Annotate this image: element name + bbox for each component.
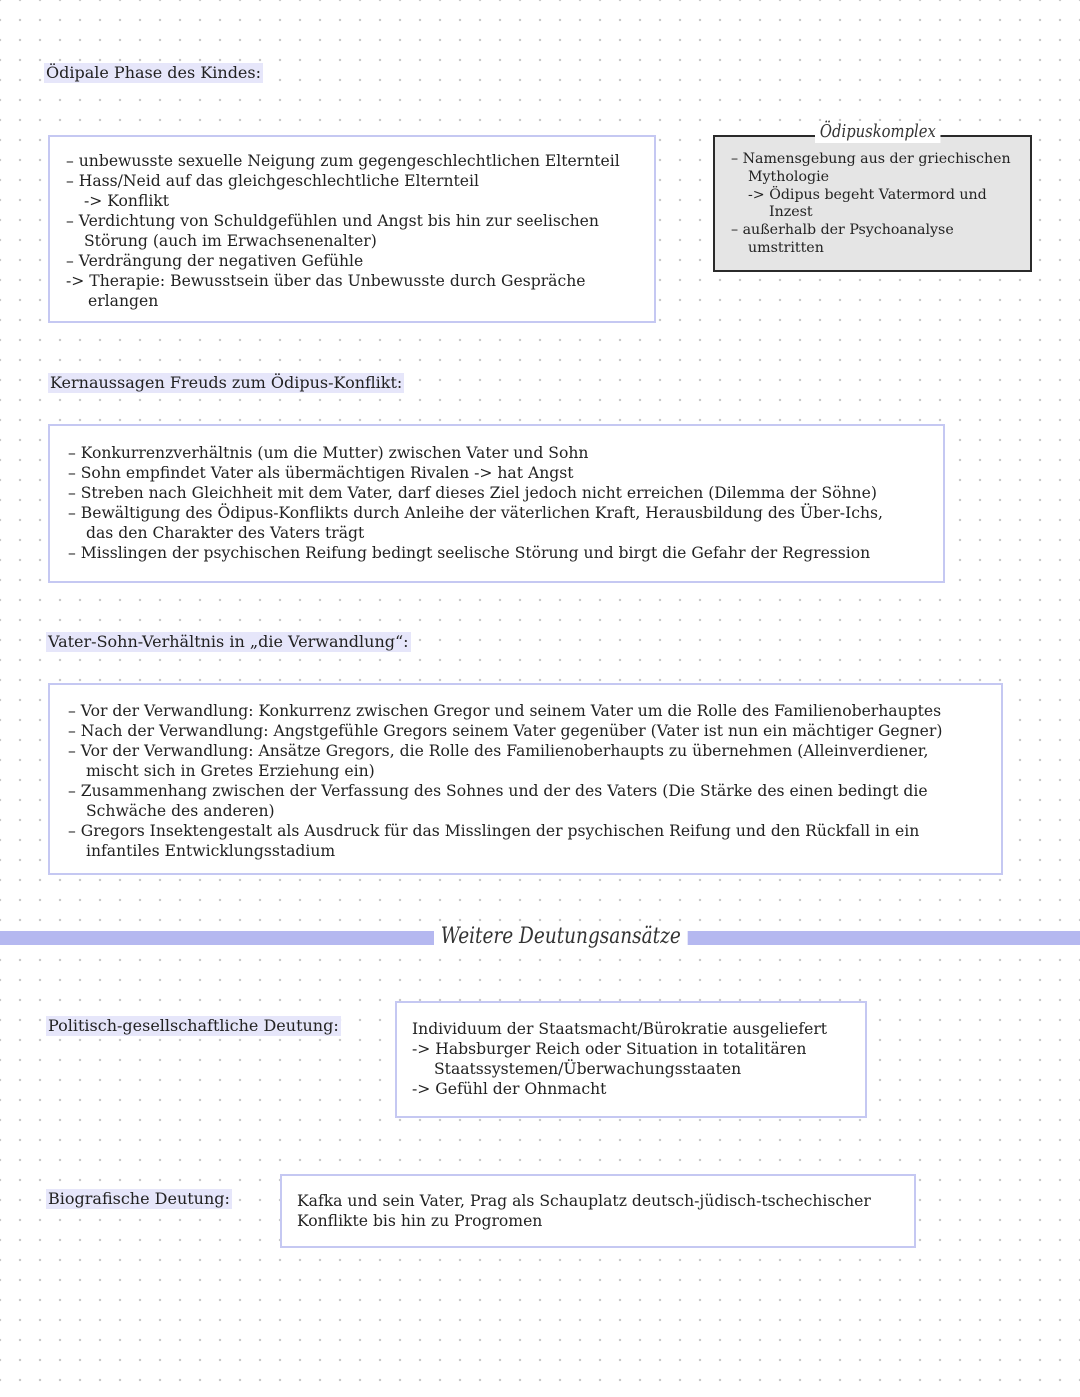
heading-biografisch: Biografische Deutung: — [48, 1189, 230, 1208]
list-item: – unbewusste sexuelle Neigung zum gegengeschlechtlichen Elternteil — [66, 152, 620, 170]
heading-kernaussagen: Kernaussagen Freuds zum Ödipus-Konflikt: — [50, 373, 403, 392]
list-item: – Streben nach Gleichheit mit dem Vater, darf dieses Ziel jedoch nicht erreichen (Dilemma der Söhne) — [68, 484, 877, 502]
list-item: – Verdrängung der negativen Gefühle — [66, 252, 364, 270]
list-item: Störung (auch im Erwachsenenalter) — [84, 232, 377, 250]
list-item: – Namensgebung aus der griechischen — [731, 151, 1011, 167]
list-item: – Gregors Insektengestalt als Ausdruck für das Misslingen der psychischen Reifung und den Rückfall in ein — [68, 822, 920, 840]
list-item: – Zusammenhang zwischen der Verfassung des Sohnes und der des Vaters (Die Stärke des einen bedingt die — [68, 782, 928, 800]
list-item: – Hass/Neid auf das gleichgeschlechtliche Elternteil — [66, 172, 479, 190]
list-item: -> Therapie: Bewusstsein über das Unbewusste durch Gespräche — [66, 272, 586, 290]
list-item: -> Konflikt — [84, 192, 170, 210]
list-item: – Vor der Verwandlung: Ansätze Gregors, die Rolle des Familienoberhaupts zu übernehmen (Alleinverdiener, — [68, 742, 929, 760]
box-kernaussagen — [48, 424, 945, 583]
list-item: Inzest — [769, 204, 813, 221]
list-item: infantiles Entwicklungsstadium — [86, 842, 336, 860]
box-biografisch — [280, 1174, 916, 1248]
list-item: – Nach der Verwandlung: Angstgefühle Gregors seinem Vater gegenüber (Vater ist nun ein mächtiger Gegner) — [68, 722, 943, 740]
list-item: erlangen — [88, 292, 159, 310]
heading-politisch: Politisch-gesellschaftliche Deutung: — [48, 1016, 339, 1035]
list-item: – Bewältigung des Ödipus-Konflikts durch Anleihe der väterlichen Kraft, Herausbildung des Über-Ichs, — [68, 504, 883, 522]
list-item: -> Gefühl der Ohnmacht — [412, 1080, 607, 1098]
list-item: – außerhalb der Psychoanalyse — [731, 222, 954, 239]
box-politisch — [395, 1001, 867, 1118]
list-item: – Misslingen der psychischen Reifung bedingt seelische Störung und birgt die Gefahr der Regression — [68, 544, 871, 562]
list-item: Staatssystemen/Überwachungsstaaten — [434, 1060, 742, 1078]
list-item: – Verdichtung von Schuldgefühlen und Angst bis hin zur seelischen — [66, 212, 599, 230]
list-item: – Konkurrenzverhältnis (um die Mutter) zwischen Vater und Sohn — [68, 444, 589, 462]
heading-oedipale-phase: Ödipale Phase des Kindes: — [46, 63, 261, 82]
list-item: – Sohn empfindet Vater als übermächtigen Rivalen -> hat Angst — [68, 464, 574, 482]
list-item: -> Ödipus begeht Vatermord und — [748, 186, 987, 203]
list-item: – Vor der Verwandlung: Konkurrenz zwischen Gregor und seinem Vater um die Rolle des Familienoberhauptes — [68, 702, 942, 720]
heading-vater-sohn: Vater-Sohn-Verhältnis in „die Verwandlung“: — [48, 632, 409, 651]
list-item: umstritten — [748, 239, 824, 256]
list-item: Kafka und sein Vater, Prag als Schauplatz deutsch-jüdisch-tschechischer — [297, 1192, 871, 1210]
list-item: Schwäche des anderen) — [86, 802, 275, 820]
list-item: -> Habsburger Reich oder Situation in totalitären — [412, 1040, 807, 1058]
sidebox-oedipuskomplex — [713, 121, 1032, 272]
box-vater-sohn — [48, 683, 1003, 875]
box-oedipale-phase — [48, 135, 656, 323]
list-item: Konflikte bis hin zu Progromen — [297, 1212, 543, 1230]
list-item: Mythologie — [748, 168, 830, 185]
list-item: mischt sich in Gretes Erziehung ein) — [86, 762, 375, 780]
sidebox-title: Ödipuskomplex — [815, 121, 941, 143]
divider-title: Weitere Deutungsansätze — [434, 922, 688, 952]
list-item: das den Charakter des Vaters trägt — [86, 524, 365, 542]
list-item: Individuum der Staatsmacht/Bürokratie ausgeliefert — [412, 1020, 828, 1038]
